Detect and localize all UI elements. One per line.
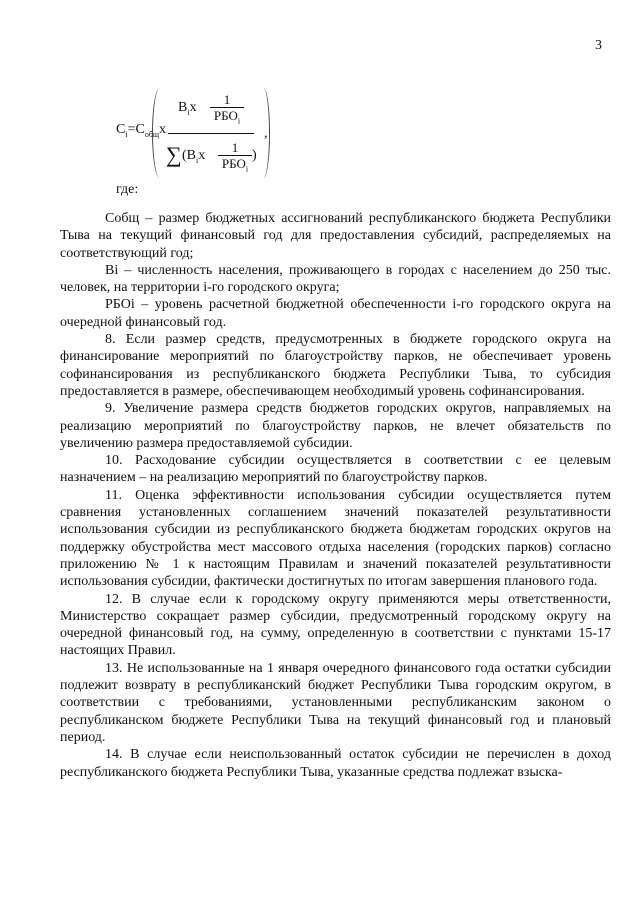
denominator-term <box>182 148 205 165</box>
numerator-one: 1 <box>223 92 231 107</box>
fraction-numerator <box>178 92 252 128</box>
numerator-rbo-sub: i <box>237 116 241 126</box>
paragraph: 11. Оценка эффективности использования субсидии осуществляется путем сравнения установленных соглашением значений показателей результативности использования субсидии из республиканского бюджета бюджетам городских округов на поддержку обустройства мест массового отдыха населения (городских парков) согласно приложению № 1 к настоящим Правилам и значений показателей результативности использования субсидии, фактически достигнутых по итогам завершения планового года. <box>60 487 611 590</box>
numerator-b: B <box>178 100 188 115</box>
numerator-inner-fraction <box>208 92 246 129</box>
paragraph: 12. В случае если к городскому округу применяются меры ответственности, Министерство сокращает размер субсидии, предусмотренный городскому округу на очередной финансовый год, на сумму, определенную в соответствии с пунктами 15-17 настоящих Правил. <box>60 591 611 659</box>
numerator-rbo <box>208 108 246 129</box>
denominator-rbo-sub: i <box>245 164 249 174</box>
paragraph: 9. Увеличение размера средств бюджетов городских округов, направляемых на реализацию мероприятий по благоустройству парков, не влечет обязательств по увеличению размера предоставляемой субсидии. <box>60 401 611 451</box>
paragraph: Cобщ – размер бюджетных ассигнований республиканского бюджета Республики Тыва на текущий финансовый год для предоставления субсидий, распределяемых на соответствующий год; <box>60 211 611 261</box>
denominator-b-sub: i <box>196 155 199 165</box>
formula-equals-c: =C <box>127 122 145 137</box>
left-brace <box>152 88 165 178</box>
formula-c-total-sub: общ <box>144 129 160 139</box>
numerator-rbo-text: РБО <box>213 108 238 123</box>
document-body <box>60 210 611 781</box>
denominator-close: ) <box>252 148 257 163</box>
fraction-bar <box>168 133 254 134</box>
sum-sign: ∑ <box>166 142 182 167</box>
paragraph: РБОi – уровень расчетной бюджетной обеспеченности i-го городского округа на очередной финансовый год. <box>60 297 611 330</box>
paragraph: 10. Расходование субсидии осуществляется в соответствии с ее целевым назначением – на реализацию мероприятий по благоустройству парков. <box>60 453 611 486</box>
subsidy-formula <box>116 88 416 180</box>
page-number: 3 <box>595 38 602 53</box>
paragraph: 8. Если размер средств, предусмотренных в бюджете городского округа на финансирование мероприятий по благоустройству парков, не обеспечивает уровень софинансирования из республиканского бюджета Республики Тыва, то субсидия предоставляется в размере, обеспечивающем необходимый уровень софинансирования. <box>60 332 611 399</box>
denominator-one: 1 <box>231 140 239 155</box>
denominator-b: (B <box>182 148 196 163</box>
numerator-b-sub: i <box>187 107 190 117</box>
paragraph: 13. Не использованные на 1 января очередного финансового года остатки субсидии подлежит возврату в республиканский бюджет Республики Тыва городским округом, в соответствии с требованиями, установленными республиканским законом о республиканском бюджете Республики Тыва на текущий финансовый год и плановый период. <box>60 660 611 745</box>
denominator-rbo-text: РБО <box>221 156 246 171</box>
paragraph: Bi – численность населения, проживающего в городах с населением до 250 тыс. человек, на территории i-го городского округа; <box>60 262 611 296</box>
paragraph: 14. В случае если неиспользованный остаток субсидии не перечислен в доход республиканского бюджета Республики Тыва, указанные средства подлежат взыска- <box>60 747 611 780</box>
denominator-x: x <box>198 148 206 163</box>
denominator-rbo <box>216 156 254 177</box>
where-label: где: <box>116 182 139 197</box>
formula-c-sub: i <box>125 129 128 139</box>
fraction-denominator <box>166 140 266 176</box>
numerator-x: x <box>189 100 197 115</box>
numerator-term <box>178 100 197 117</box>
formula-comma: , <box>264 126 268 141</box>
denominator-inner-fraction <box>216 140 254 177</box>
formula-c: C <box>116 122 126 137</box>
formula-times: x <box>159 122 167 137</box>
